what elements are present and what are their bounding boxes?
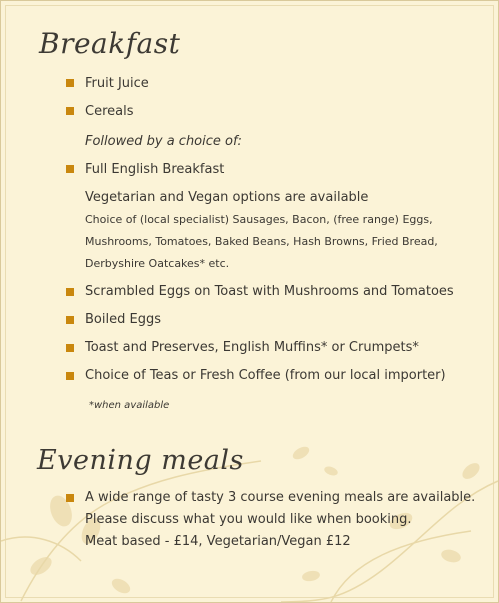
bullet-icon: [66, 344, 74, 352]
breakfast-heading: Breakfast: [39, 27, 181, 60]
evening-line: A wide range of tasty 3 course evening meals are available.: [85, 490, 476, 505]
item-tea-coffee: Choice of Teas or Fresh Coffee (from our local importer): [85, 368, 446, 383]
footnote: *when available: [89, 400, 170, 411]
item-boiled-eggs: Boiled Eggs: [85, 312, 161, 327]
choice-line: Mushrooms, Tomatoes, Baked Beans, Hash Browns, Fried Bread,: [85, 235, 438, 248]
item-toast: Toast and Preserves, English Muffins* or Crumpets*: [85, 340, 419, 355]
bullet-icon: [66, 165, 74, 173]
bullet-icon: [66, 79, 74, 87]
choice-line: Derbyshire Oatcakes* etc.: [85, 257, 230, 270]
evening-line: Please discuss what you would like when booking.: [85, 512, 412, 527]
item-cereals: Cereals: [85, 104, 134, 119]
followed-text: Followed by a choice of:: [85, 134, 242, 149]
item-full-english: Full English Breakfast: [85, 162, 225, 177]
evening-line: Meat based - £14, Vegetarian/Vegan £12: [85, 534, 351, 549]
item-fruit-juice: Fruit Juice: [85, 76, 149, 91]
bullet-icon: [66, 372, 74, 380]
bullet-icon: [66, 494, 74, 502]
bullet-icon: [66, 288, 74, 296]
bullet-icon: [66, 107, 74, 115]
item-scrambled-eggs: Scrambled Eggs on Toast with Mushrooms and Tomatoes: [85, 284, 454, 299]
choice-line: Choice of (local specialist) Sausages, Bacon, (free range) Eggs,: [85, 213, 433, 226]
veg-options-text: Vegetarian and Vegan options are available: [85, 190, 369, 205]
evening-meals-heading: Evening meals: [37, 445, 244, 476]
bullet-icon: [66, 316, 74, 324]
